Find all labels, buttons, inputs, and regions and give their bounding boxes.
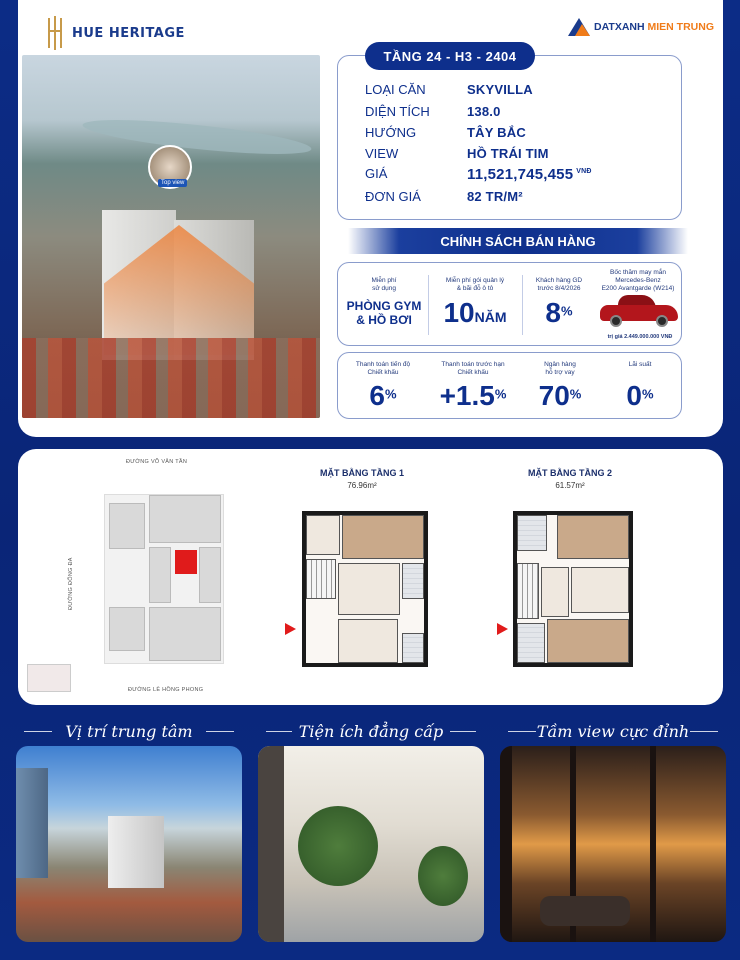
promo-gym (344, 277, 424, 327)
promo-management (432, 277, 518, 329)
promo-big: 0 (626, 380, 642, 411)
row-label: LOẠI CĂN (365, 82, 426, 97)
void (571, 567, 629, 613)
promo-big: PHÒNG GYM & HỒ BƠI (346, 299, 422, 327)
site-block (199, 547, 221, 603)
promo-early-pay (428, 361, 518, 412)
promo-caption: Lãi suất (628, 361, 652, 368)
river-shape (81, 113, 312, 161)
site-block (149, 547, 171, 603)
window-frame (500, 746, 512, 942)
staircase (517, 563, 539, 619)
entrance-arrow-icon (285, 623, 296, 635)
selected-unit-highlight (175, 550, 197, 574)
plan-1-title: MẶT BẰNG TẦNG 1 (320, 468, 404, 478)
title-line (690, 731, 718, 732)
promo-value (432, 297, 518, 329)
entrance-arrow-icon (497, 623, 508, 635)
row-area (365, 104, 501, 119)
bedroom (557, 515, 629, 559)
plan-2-title: MẶT BẰNG TẦNG 2 (528, 468, 612, 478)
promo-big: 70 (538, 380, 570, 411)
car-price: trị giá 2.449.000.000 VNĐ (607, 334, 673, 340)
row-value: HỒ TRÁI TIM (467, 146, 549, 161)
bathroom (402, 563, 424, 599)
floorplan-level-2 (513, 511, 633, 667)
bathroom (517, 515, 547, 551)
row-label: DIỆN TÍCH (365, 104, 430, 119)
feature-location (16, 722, 242, 942)
promo-caption: Thanh toán trước hạn Chiết khấu (441, 361, 505, 376)
brand-left-text: HUE HERITAGE (72, 25, 185, 41)
feature-title: Vị trí trung tâm (65, 722, 193, 741)
plan-1-area: 76.96m² (347, 481, 377, 490)
row-direction (365, 125, 526, 140)
tower-shape (108, 816, 164, 888)
room (306, 515, 340, 555)
bedroom (547, 619, 629, 663)
feature-view (500, 722, 726, 942)
unit-title-pill: TẦNG 24 - H3 - 2404 (365, 42, 535, 70)
row-type (365, 82, 533, 97)
tree-shape (418, 846, 468, 906)
promo-lucky-draw (594, 269, 682, 293)
row-unit-price (365, 189, 523, 204)
promo-caption: Thanh toán tiến độ Chiết khấu (355, 361, 411, 376)
brand-right-b: MIEN TRUNG (647, 21, 714, 33)
site-block (149, 495, 221, 543)
street-top-label: ĐƯỜNG VÕ VĂN TẦN (126, 459, 188, 465)
promo-caption: Ngân hàng hỗ trợ vay (544, 361, 576, 376)
row-label: GIÁ (365, 166, 388, 181)
promo-box-2 (337, 352, 682, 419)
site-plan (104, 494, 224, 664)
promo-progress-pay (344, 361, 422, 412)
promo-caption: Bốc thăm may mắn Mercedes-Benz E200 Avantgarde (W214) (601, 269, 675, 292)
row-value (467, 166, 592, 183)
view-photo (500, 746, 726, 942)
promo-caption: Miễn phí sử dụng (371, 277, 397, 292)
site-block (109, 503, 145, 549)
promo-unit: % (642, 386, 654, 402)
hero-aerial-photo (22, 55, 320, 418)
row-label: HƯỚNG (365, 125, 417, 140)
promo-caption: Khách hàng GD trước 8/4/2026 (535, 277, 583, 292)
promo-unit: % (385, 386, 397, 402)
hue-heritage-emblem-icon (46, 16, 64, 50)
row-value: 138.0 (467, 104, 501, 119)
feature-title: Tầm view cực đỉnh (536, 722, 690, 741)
column-shape (258, 746, 284, 942)
row-value: TÂY BẮC (467, 125, 526, 140)
site-block (149, 607, 221, 661)
amenities-photo (258, 746, 484, 942)
top-view-label: Top view (158, 179, 187, 187)
plan-2-area: 61.57m² (555, 481, 585, 490)
promo-box-1 (337, 262, 682, 346)
promo-value (602, 380, 678, 412)
row-view (365, 146, 549, 161)
title-line (450, 731, 476, 732)
location-photo (16, 746, 242, 942)
brand-right-a: DATXANH (594, 21, 645, 33)
promo-interest (602, 361, 678, 412)
skyscraper-shape (16, 768, 48, 878)
mini-key-plan (27, 664, 71, 692)
wc (517, 623, 545, 663)
promo-big: +1.5 (439, 380, 495, 411)
tree-shape (298, 806, 378, 886)
living-room (338, 563, 400, 615)
street-bottom-label: ĐƯỜNG LÊ HỒNG PHONG (128, 687, 204, 693)
price-value: 11,521,745,455 (467, 166, 574, 183)
wc (402, 633, 424, 663)
promo-value (344, 380, 422, 412)
street-left-label: ĐƯỜNG ĐỐNG ĐA (68, 557, 74, 610)
row-label: VIEW (365, 146, 399, 161)
row-value: SKYVILLA (467, 82, 533, 97)
row-value: 82 TR/M² (467, 189, 523, 204)
promo-unit: % (561, 303, 573, 319)
bedroom (342, 515, 424, 559)
promo-big: 8 (545, 297, 561, 328)
title-line (206, 731, 234, 732)
promo-big: 10 (443, 297, 475, 328)
kitchen (338, 619, 398, 663)
divider (428, 275, 429, 335)
sofa-shape (540, 896, 630, 926)
feature-amenities (258, 722, 484, 942)
staircase (306, 559, 336, 599)
datxanh-triangle-icon (568, 18, 590, 36)
promo-unit: NĂM (474, 309, 507, 325)
floorplan-level-1 (302, 511, 428, 667)
promo-value (520, 380, 600, 412)
promo-unit: % (494, 386, 507, 402)
rooftops-shape (22, 338, 320, 418)
promo-value (524, 297, 594, 329)
site-block (109, 607, 145, 651)
hue-heritage-logo (46, 16, 185, 50)
window-frame (650, 746, 656, 942)
mercedes-car-icon (600, 295, 678, 325)
promo-value (428, 380, 518, 412)
sales-policy-title: CHÍNH SÁCH BÁN HÀNG (348, 228, 688, 254)
promo-early-deal (524, 277, 594, 329)
promo-unit: % (569, 386, 582, 402)
row-label: ĐƠN GIÁ (365, 189, 421, 204)
car-wheel (656, 315, 668, 327)
car-wheel (610, 315, 622, 327)
promo-big: 6 (369, 380, 385, 411)
datxanh-logo (568, 18, 714, 36)
brand-right-text (594, 21, 714, 33)
feature-title: Tiện ích đẳng cấp (298, 722, 444, 741)
divider (522, 275, 523, 335)
price-currency: VNĐ (576, 168, 592, 175)
promo-caption: Miễn phí gói quản lý & bãi đỗ ô tô (445, 277, 505, 292)
promo-bank-loan (520, 361, 600, 412)
hall (541, 567, 569, 617)
row-price (365, 166, 592, 183)
